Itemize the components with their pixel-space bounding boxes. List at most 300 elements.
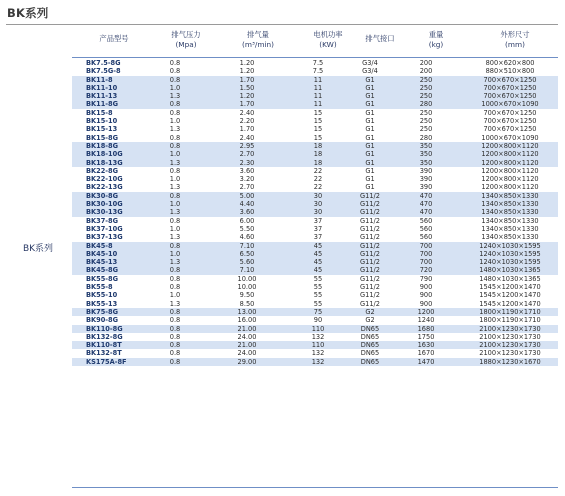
table-row: [72, 325, 558, 333]
cell-pressure: 1.0: [169, 117, 181, 126]
cell-outlet: G1: [365, 175, 375, 184]
cell-dimensions: 700×670×1250: [483, 83, 537, 92]
cell-outlet: G1: [365, 125, 375, 134]
cell-volume: 24.00: [237, 349, 257, 358]
cell-weight: 350: [419, 158, 433, 167]
table-row: [72, 300, 558, 308]
cell-dimensions: 800×620×800: [485, 59, 535, 67]
cell-outlet: G11/2: [360, 258, 380, 267]
cell-pressure: 1.0: [169, 249, 181, 258]
cell-outlet: G11/2: [360, 283, 380, 292]
cell-pressure: 1.3: [169, 299, 181, 308]
cell-pressure: 1.3: [169, 158, 181, 167]
cell-power: 15: [313, 133, 323, 142]
cell-volume: 10.00: [237, 274, 257, 283]
cell-outlet: DN65: [360, 324, 380, 333]
cell-outlet: G11/2: [360, 299, 380, 308]
cell-weight: 280: [419, 100, 433, 109]
cell-power: 22: [313, 166, 323, 175]
cell-weight: 560: [419, 224, 433, 233]
cell-model: BK55-8G: [86, 274, 119, 283]
cell-dimensions: 700×670×1250: [483, 125, 537, 134]
cell-model: BK37-10G: [86, 224, 123, 233]
cell-volume: 2.30: [239, 158, 255, 167]
cell-power: 30: [313, 208, 323, 217]
cell-weight: 250: [419, 75, 433, 84]
cell-model: BK30-10G: [86, 200, 123, 209]
cell-dimensions: 1340×850×1330: [481, 224, 539, 233]
cell-weight: 200: [419, 67, 433, 76]
cell-model: BK7.5G-8: [86, 67, 121, 76]
cell-dimensions: 1200×800×1120: [481, 158, 539, 167]
table-row: [72, 258, 558, 266]
cell-outlet: G2: [365, 316, 375, 325]
cell-weight: 700: [419, 249, 433, 258]
cell-outlet: G1: [365, 100, 375, 109]
cell-weight: 250: [419, 83, 433, 92]
cell-volume: 1.70: [239, 100, 255, 109]
cell-pressure: 0.8: [169, 108, 181, 117]
cell-model: BK15-8G: [86, 133, 119, 142]
cell-dimensions: 1800×1190×1710: [479, 316, 541, 325]
cell-power: 110: [311, 341, 325, 350]
cell-model: BK30-13G: [86, 208, 123, 217]
cell-model: BK18-8G: [86, 141, 119, 150]
cell-power: 55: [313, 283, 323, 292]
table-row: [72, 308, 558, 316]
cell-pressure: 0.8: [169, 191, 181, 200]
cell-outlet: G11/2: [360, 274, 380, 283]
cell-model: BK37-13G: [86, 233, 123, 242]
cell-power: 45: [313, 258, 323, 267]
cell-dimensions: 1880×1230×1670: [479, 357, 541, 366]
table-row: [72, 358, 558, 366]
cell-pressure: 1.0: [169, 200, 181, 209]
cell-model: BK132-8T: [86, 349, 122, 358]
cell-pressure: 0.8: [169, 59, 181, 67]
cell-weight: 1680: [417, 324, 435, 333]
cell-power: 11: [313, 75, 323, 84]
cell-dimensions: 2100×1230×1730: [479, 341, 541, 350]
cell-weight: 700: [419, 258, 433, 267]
table-row: [72, 316, 558, 324]
cell-dimensions: 1480×1030×1365: [479, 274, 541, 283]
cell-power: 45: [313, 266, 323, 275]
cell-weight: 280: [419, 133, 433, 142]
cell-pressure: 1.3: [169, 183, 181, 192]
cell-weight: 470: [419, 208, 433, 217]
cell-outlet: G1: [365, 183, 375, 192]
cell-pressure: 0.8: [169, 307, 181, 316]
table-row: [72, 200, 558, 208]
cell-model: BK15-8: [86, 108, 113, 117]
cell-outlet: DN65: [360, 349, 380, 358]
cell-power: 18: [313, 150, 323, 159]
cell-pressure: 1.0: [169, 175, 181, 184]
cell-volume: 1.20: [239, 59, 255, 67]
cell-model: BK30-8G: [86, 191, 119, 200]
cell-weight: 250: [419, 117, 433, 126]
cell-pressure: 0.8: [169, 349, 181, 358]
header-outlet: 排气接口: [365, 34, 395, 43]
header-dimensions: [472, 30, 558, 50]
cell-volume: 5.60: [239, 258, 255, 267]
header-dimensions-label: 外形尺寸: [500, 30, 530, 39]
cell-model: BK11-8G: [86, 100, 119, 109]
table-row: [72, 183, 558, 191]
cell-volume: 2.70: [239, 150, 255, 159]
cell-dimensions: 1545×1200×1470: [479, 299, 541, 308]
cell-power: 7.5: [312, 67, 324, 76]
cell-outlet: G11/2: [360, 191, 380, 200]
page-title: BK系列: [7, 6, 49, 20]
header-weight: [408, 30, 464, 50]
cell-volume: 4.60: [239, 233, 255, 242]
cell-dimensions: 1480×1030×1365: [479, 266, 541, 275]
cell-model: BK132-8G: [86, 332, 123, 341]
cell-weight: 1670: [417, 349, 435, 358]
table-row: [72, 266, 558, 274]
table-row: [72, 159, 558, 167]
cell-dimensions: 1240×1030×1595: [479, 258, 541, 267]
cell-dimensions: 1240×1030×1595: [479, 241, 541, 250]
cell-dimensions: 880×510×800: [485, 67, 535, 76]
cell-volume: 21.00: [237, 341, 257, 350]
cell-dimensions: 1340×850×1330: [481, 200, 539, 209]
cell-outlet: G1: [365, 92, 375, 101]
table-row: [72, 125, 558, 133]
cell-dimensions: 1545×1200×1470: [479, 291, 541, 300]
cell-power: 132: [311, 332, 325, 341]
cell-model: BK110-8G: [86, 324, 123, 333]
cell-power: 37: [313, 233, 323, 242]
cell-weight: 1630: [417, 341, 435, 350]
cell-weight: 250: [419, 108, 433, 117]
cell-power: 11: [313, 83, 323, 92]
cell-outlet: G11/2: [360, 224, 380, 233]
cell-weight: 900: [419, 299, 433, 308]
cell-pressure: 1.3: [169, 92, 181, 101]
cell-dimensions: 1800×1190×1710: [479, 307, 541, 316]
cell-pressure: 0.8: [169, 266, 181, 275]
cell-pressure: 0.8: [169, 283, 181, 292]
cell-volume: 2.95: [239, 141, 255, 150]
cell-weight: 700: [419, 241, 433, 250]
cell-pressure: 0.8: [169, 316, 181, 325]
cell-dimensions: 1340×850×1330: [481, 208, 539, 217]
cell-dimensions: 2100×1230×1730: [479, 332, 541, 341]
cell-pressure: 0.8: [169, 341, 181, 350]
cell-volume: 6.00: [239, 216, 255, 225]
cell-model: BK90-8G: [86, 316, 119, 325]
cell-pressure: 0.8: [169, 241, 181, 250]
table-header: [6, 30, 558, 56]
cell-power: 18: [313, 158, 323, 167]
cell-weight: 390: [419, 166, 433, 175]
cell-weight: 1470: [417, 357, 435, 366]
cell-model: BK37-8G: [86, 216, 119, 225]
cell-volume: 5.50: [239, 224, 255, 233]
cell-power: 45: [313, 249, 323, 258]
cell-pressure: 0.8: [169, 141, 181, 150]
cell-model: BK22-8G: [86, 166, 119, 175]
header-pressure-label: 排气压力: [171, 30, 201, 39]
cell-weight: 200: [419, 59, 433, 67]
table-row: [72, 242, 558, 250]
cell-power: 22: [313, 175, 323, 184]
table-row: [72, 59, 558, 67]
header-volume-label: 排气量: [247, 30, 269, 39]
cell-volume: 8.50: [239, 299, 255, 308]
cell-weight: 560: [419, 233, 433, 242]
cell-outlet: G11/2: [360, 241, 380, 250]
cell-power: 110: [311, 324, 325, 333]
cell-power: 15: [313, 125, 323, 134]
table-row: [72, 92, 558, 100]
cell-dimensions: 1240×1030×1595: [479, 249, 541, 258]
cell-pressure: 1.3: [169, 208, 181, 217]
cell-volume: 29.00: [237, 357, 257, 366]
cell-volume: 24.00: [237, 332, 257, 341]
cell-model: BK75-8G: [86, 307, 119, 316]
table-row: [72, 333, 558, 341]
header-volume: [228, 30, 288, 50]
header-divider: [72, 57, 558, 58]
cell-pressure: 0.8: [169, 274, 181, 283]
table-row: [72, 349, 558, 357]
cell-volume: 7.10: [239, 266, 255, 275]
cell-pressure: 0.8: [169, 100, 181, 109]
table-row: [72, 283, 558, 291]
cell-volume: 1.20: [239, 92, 255, 101]
cell-model: BK22-13G: [86, 183, 123, 192]
header-pressure-unit: (Mpa): [175, 40, 197, 49]
cell-outlet: G1: [365, 108, 375, 117]
cell-pressure: 1.0: [169, 224, 181, 233]
cell-weight: 250: [419, 125, 433, 134]
cell-volume: 1.70: [239, 125, 255, 134]
cell-volume: 2.40: [239, 108, 255, 117]
cell-model: BK7.5-8G: [86, 59, 121, 67]
cell-model: BK55-8: [86, 283, 113, 292]
cell-model: BK45-13: [86, 258, 118, 267]
cell-pressure: 0.8: [169, 75, 181, 84]
cell-outlet: G1: [365, 158, 375, 167]
cell-power: 55: [313, 274, 323, 283]
spec-table-body: [72, 59, 558, 366]
cell-dimensions: 1340×850×1330: [481, 191, 539, 200]
cell-volume: 3.60: [239, 166, 255, 175]
cell-weight: 250: [419, 92, 433, 101]
cell-pressure: 0.8: [169, 324, 181, 333]
cell-power: 15: [313, 108, 323, 117]
cell-volume: 2.40: [239, 133, 255, 142]
table-row: [72, 341, 558, 349]
header-volume-unit: (m³/min): [242, 40, 274, 49]
table-row: [72, 217, 558, 225]
cell-outlet: DN65: [360, 357, 380, 366]
cell-outlet: G11/2: [360, 266, 380, 275]
cell-outlet: G1: [365, 117, 375, 126]
cell-model: BK11-13: [86, 92, 118, 101]
table-row: [72, 208, 558, 216]
cell-dimensions: 700×670×1250: [483, 117, 537, 126]
cell-pressure: 1.3: [169, 233, 181, 242]
table-row: [72, 291, 558, 299]
cell-dimensions: 700×670×1250: [483, 75, 537, 84]
cell-dimensions: 1000×670×1090: [481, 133, 539, 142]
header-power-unit: (KW): [319, 40, 337, 49]
cell-volume: 5.00: [239, 191, 255, 200]
cell-dimensions: 700×670×1250: [483, 108, 537, 117]
cell-volume: 3.20: [239, 175, 255, 184]
cell-pressure: 0.8: [169, 133, 181, 142]
cell-power: 132: [311, 349, 325, 358]
cell-volume: 1.20: [239, 67, 255, 76]
cell-pressure: 0.8: [169, 357, 181, 366]
cell-weight: 350: [419, 141, 433, 150]
cell-power: 55: [313, 299, 323, 308]
title-divider: [6, 24, 558, 25]
cell-dimensions: 1200×800×1120: [481, 141, 539, 150]
cell-pressure: 1.3: [169, 125, 181, 134]
table-row: [72, 142, 558, 150]
cell-weight: 1240: [417, 316, 435, 325]
cell-model: BK18-10G: [86, 150, 123, 159]
cell-volume: 10.00: [237, 283, 257, 292]
header-dimensions-unit: (mm): [505, 40, 525, 49]
cell-dimensions: 1200×800×1120: [481, 175, 539, 184]
cell-dimensions: 1340×850×1330: [481, 233, 539, 242]
cell-outlet: G1: [365, 83, 375, 92]
table-row: [72, 275, 558, 283]
cell-volume: 1.70: [239, 75, 255, 84]
table-row: [72, 175, 558, 183]
cell-weight: 790: [419, 274, 433, 283]
cell-power: 45: [313, 241, 323, 250]
cell-power: 30: [313, 191, 323, 200]
table-row: [72, 192, 558, 200]
cell-pressure: 1.0: [169, 291, 181, 300]
cell-model: BK15-13: [86, 125, 118, 134]
cell-power: 55: [313, 291, 323, 300]
cell-model: BK11-8: [86, 75, 113, 84]
cell-pressure: 1.3: [169, 258, 181, 267]
cell-dimensions: 1545×1200×1470: [479, 283, 541, 292]
cell-model: KS175A-8F: [86, 357, 127, 366]
cell-outlet: G11/2: [360, 291, 380, 300]
cell-model: BK55-10: [86, 291, 118, 300]
table-bottom-rule: [72, 487, 558, 488]
cell-power: 11: [313, 100, 323, 109]
cell-pressure: 0.8: [169, 332, 181, 341]
table-row: [72, 67, 558, 75]
cell-pressure: 0.8: [169, 166, 181, 175]
cell-outlet: G1: [365, 150, 375, 159]
cell-weight: 720: [419, 266, 433, 275]
table-row: [72, 100, 558, 108]
cell-weight: 470: [419, 200, 433, 209]
cell-volume: 9.50: [239, 291, 255, 300]
cell-volume: 2.70: [239, 183, 255, 192]
cell-weight: 560: [419, 216, 433, 225]
cell-power: 7.5: [312, 59, 324, 67]
cell-dimensions: 2100×1230×1730: [479, 349, 541, 358]
cell-volume: 4.40: [239, 200, 255, 209]
cell-volume: 2.20: [239, 117, 255, 126]
cell-dimensions: 1000×670×1090: [481, 100, 539, 109]
cell-outlet: G11/2: [360, 233, 380, 242]
cell-dimensions: 1200×800×1120: [481, 166, 539, 175]
series-label: BK系列: [22, 244, 54, 254]
header-power: [300, 30, 356, 50]
cell-power: 37: [313, 216, 323, 225]
cell-dimensions: 2100×1230×1730: [479, 324, 541, 333]
cell-volume: 6.50: [239, 249, 255, 258]
cell-outlet: G11/2: [360, 208, 380, 217]
cell-weight: 470: [419, 191, 433, 200]
cell-weight: 1200: [417, 307, 435, 316]
cell-power: 132: [311, 357, 325, 366]
cell-volume: 13.00: [237, 307, 257, 316]
cell-model: BK18-13G: [86, 158, 123, 167]
cell-volume: 21.00: [237, 324, 257, 333]
table-row: [72, 84, 558, 92]
cell-outlet: G11/2: [360, 216, 380, 225]
cell-model: BK11-10: [86, 83, 118, 92]
cell-outlet: G1: [365, 75, 375, 84]
cell-weight: 390: [419, 175, 433, 184]
cell-power: 11: [313, 92, 323, 101]
cell-dimensions: 1200×800×1120: [481, 183, 539, 192]
table-row: [72, 109, 558, 117]
cell-dimensions: 1200×800×1120: [481, 150, 539, 159]
cell-weight: 1750: [417, 332, 435, 341]
table-row: [72, 250, 558, 258]
cell-power: 75: [313, 307, 323, 316]
cell-outlet: G2: [365, 307, 375, 316]
cell-volume: 7.10: [239, 241, 255, 250]
table-row: [72, 134, 558, 142]
cell-dimensions: 1340×850×1330: [481, 216, 539, 225]
cell-volume: 1.50: [239, 83, 255, 92]
table-row: [72, 233, 558, 241]
cell-dimensions: 700×670×1250: [483, 92, 537, 101]
cell-outlet: G1: [365, 141, 375, 150]
header-weight-label: 重量: [428, 30, 444, 39]
cell-outlet: G11/2: [360, 249, 380, 258]
cell-outlet: DN65: [360, 332, 380, 341]
table-row: [72, 225, 558, 233]
cell-power: 37: [313, 224, 323, 233]
cell-power: 90: [313, 316, 323, 325]
cell-pressure: 0.8: [169, 67, 181, 76]
cell-power: 30: [313, 200, 323, 209]
cell-pressure: 1.0: [169, 83, 181, 92]
header-pressure: [158, 30, 214, 50]
cell-outlet: G1: [365, 133, 375, 142]
table-row: [72, 76, 558, 84]
cell-power: 18: [313, 141, 323, 150]
cell-outlet: G3/4: [362, 67, 378, 76]
header-model: 产品型号: [99, 34, 129, 43]
cell-volume: 3.60: [239, 208, 255, 217]
cell-weight: 390: [419, 183, 433, 192]
cell-pressure: 1.0: [169, 150, 181, 159]
cell-outlet: DN65: [360, 341, 380, 350]
cell-model: BK45-8G: [86, 266, 119, 275]
table-row: [72, 150, 558, 158]
